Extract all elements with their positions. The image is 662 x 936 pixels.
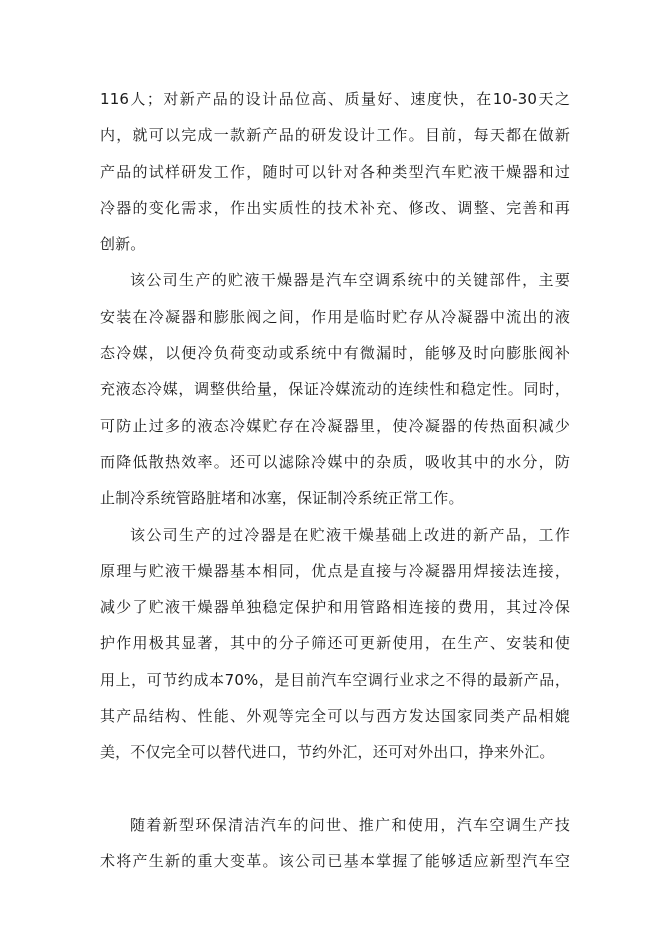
text-line: 美，不仅完全可以替代进口，节约外汇，还可对外出口，挣来外汇。 bbox=[100, 743, 555, 762]
paragraph-4 bbox=[100, 810, 570, 883]
text-line: 止制冷系统管路脏堵和冰塞，保证制冷系统正常工作。 bbox=[100, 489, 464, 508]
document-page bbox=[100, 84, 570, 882]
text-line: 原理与贮液干燥器基本相同，优点是直接与冷凝器用焊接法连接， bbox=[100, 561, 570, 580]
text-line: 内，就可以完成一款新产品的研发设计工作。目前，每天都在做新 bbox=[100, 126, 570, 145]
text-line: 可防止过多的液态冷媒贮存在冷凝器里，使冷凝器的传热面积减少 bbox=[100, 416, 570, 435]
text-line: 安装在冷凝器和膨胀阀之间，作用是临时贮存从冷凝器中流出的液 bbox=[100, 307, 570, 326]
text-line: 而降低散热效率。还可以滤除冷媒中的杂质，吸收其中的水分，防 bbox=[100, 452, 570, 471]
text-line: 该公司生产的过冷器是在贮液干燥基础上改进的新产品，工作 bbox=[130, 525, 570, 544]
text-line: 态冷媒，以便冷负荷变动或系统中有微漏时，能够及时向膨胀阀补 bbox=[100, 344, 570, 363]
text-line: 该公司生产的贮液干燥器是汽车空调系统中的关键部件，主要 bbox=[130, 271, 570, 290]
text-line: 116人；对新产品的设计品位高、质量好、速度快，在10-30天之 bbox=[100, 90, 570, 108]
paragraph-spacer bbox=[100, 774, 570, 810]
text-line: 创新。 bbox=[100, 235, 146, 254]
paragraph-3 bbox=[100, 520, 570, 774]
paragraph-2 bbox=[100, 265, 570, 519]
text-line: 术将产生新的重大变革。该公司已基本掌握了能够适应新型汽车空 bbox=[100, 851, 570, 870]
text-line: 其产品结构、性能、外观等完全可以与西方发达国家同类产品相媲 bbox=[100, 707, 570, 726]
text-line: 护作用极其显著，其中的分子筛还可更新使用，在生产、安装和使 bbox=[100, 634, 570, 653]
paragraph-1 bbox=[100, 84, 570, 265]
text-line: 冷器的变化需求，作出实质性的技术补充、修改、调整、完善和再 bbox=[100, 198, 570, 217]
text-line: 随着新型环保清洁汽车的问世、推广和使用，汽车空调生产技 bbox=[130, 815, 570, 834]
text-line: 产品的试样研发工作，随时可以针对各种类型汽车贮液干燥器和过 bbox=[100, 162, 570, 181]
text-line: 减少了贮液干燥器单独稳定保护和用管路相连接的费用，其过冷保 bbox=[100, 598, 570, 617]
text-line: 用上，可节约成本70%，是目前汽车空调行业求之不得的最新产品， bbox=[100, 670, 570, 689]
text-line: 充液态冷媒，调整供给量，保证冷媒流动的连续性和稳定性。同时， bbox=[100, 380, 570, 399]
